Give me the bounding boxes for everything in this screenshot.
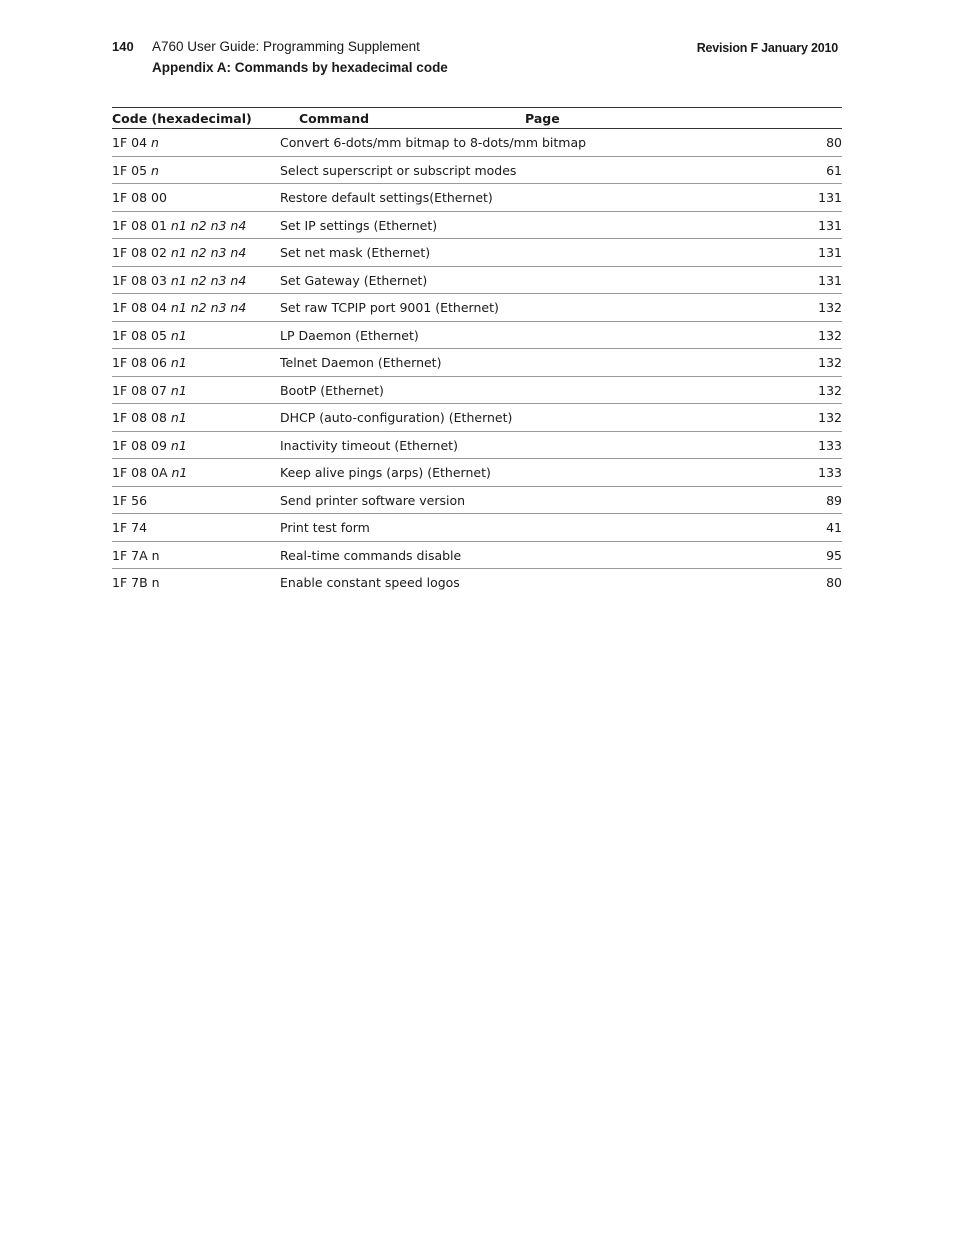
cell-command: Send printer software version bbox=[280, 486, 699, 514]
cell-page: 89 bbox=[699, 486, 842, 514]
code-value: 1F 08 08 bbox=[112, 410, 167, 426]
cell-command: Set net mask (Ethernet) bbox=[280, 239, 699, 267]
code-parameters: n1 bbox=[170, 410, 187, 426]
code-value: 1F 08 06 bbox=[112, 355, 167, 371]
table-body bbox=[112, 129, 842, 596]
code-parameters: n bbox=[151, 162, 159, 178]
cell-page: 132 bbox=[699, 321, 842, 349]
code-value: 1F 08 04 bbox=[112, 300, 167, 316]
table-row bbox=[112, 514, 842, 542]
cell-page: 80 bbox=[826, 575, 842, 591]
cell-page: 132 bbox=[699, 376, 842, 404]
code-value: 1F 74 bbox=[112, 520, 148, 536]
cell-code bbox=[112, 321, 280, 349]
section-title: Appendix A: Commands by hexadecimal code bbox=[152, 60, 448, 75]
code-value: 1F 7B n bbox=[112, 575, 160, 591]
table-header-row bbox=[112, 108, 842, 129]
code-parameters: n1 n2 n3 n4 bbox=[170, 217, 247, 233]
cell-page: 133 bbox=[699, 459, 842, 487]
cell-code bbox=[112, 294, 280, 322]
code-value: 1F 08 01 bbox=[112, 217, 167, 233]
cell-page: 132 bbox=[699, 404, 842, 432]
cell-command: Enable constant speed logos bbox=[280, 575, 460, 591]
cell-page: 131 bbox=[699, 211, 842, 239]
cell-code bbox=[112, 431, 280, 459]
table-row bbox=[112, 294, 842, 322]
cell-page: 131 bbox=[699, 184, 842, 212]
cell-command: Set raw TCPIP port 9001 (Ethernet) bbox=[280, 294, 699, 322]
cell-command: Inactivity timeout (Ethernet) bbox=[280, 431, 699, 459]
cell-page: 61 bbox=[699, 156, 842, 184]
code-value: 1F 05 bbox=[112, 162, 148, 178]
cell-command: Set Gateway (Ethernet) bbox=[280, 266, 699, 294]
code-parameters: n1 bbox=[170, 355, 187, 371]
cell-command: Keep alive pings (arps) (Ethernet) bbox=[280, 459, 699, 487]
code-parameters: n bbox=[151, 135, 159, 151]
cell-code bbox=[112, 569, 280, 596]
cell-code bbox=[112, 156, 280, 184]
cell-code bbox=[112, 459, 280, 487]
cell-page: 132 bbox=[699, 349, 842, 377]
table-row bbox=[112, 541, 842, 569]
cell-code bbox=[112, 376, 280, 404]
table-row bbox=[112, 376, 842, 404]
cell-page: 80 bbox=[699, 129, 842, 157]
cell-command: Print test form bbox=[280, 514, 699, 542]
code-value: 1F 56 bbox=[112, 492, 148, 508]
code-parameters: n1 bbox=[170, 437, 187, 453]
cell-code bbox=[112, 514, 280, 542]
code-parameters: n1 bbox=[170, 327, 187, 343]
cell-code bbox=[112, 486, 280, 514]
cell-code bbox=[112, 349, 280, 377]
table-row bbox=[112, 349, 842, 377]
column-header-page bbox=[525, 108, 842, 129]
code-value: 1F 7A n bbox=[112, 547, 160, 563]
table-row bbox=[112, 156, 842, 184]
cell-page: 95 bbox=[699, 541, 842, 569]
cell-page: 131 bbox=[699, 266, 842, 294]
cell-command: Select superscript or subscript modes bbox=[280, 156, 699, 184]
code-value: 1F 08 07 bbox=[112, 382, 167, 398]
cell-command: DHCP (auto-configuration) (Ethernet) bbox=[280, 404, 699, 432]
table-row bbox=[112, 184, 842, 212]
code-parameters: n1 n2 n3 n4 bbox=[170, 272, 247, 288]
cell-command: Telnet Daemon (Ethernet) bbox=[280, 349, 699, 377]
cell-code bbox=[112, 129, 280, 157]
column-header-code: Code (hexadecimal) bbox=[112, 108, 280, 129]
column-header-page-label: Page bbox=[525, 110, 560, 126]
cell-code bbox=[112, 404, 280, 432]
code-value: 1F 08 05 bbox=[112, 327, 167, 343]
code-parameters: n1 bbox=[170, 382, 187, 398]
cell-page: 131 bbox=[699, 239, 842, 267]
table-row bbox=[112, 486, 842, 514]
cell-command: LP Daemon (Ethernet) bbox=[280, 321, 699, 349]
cell-page: 133 bbox=[699, 431, 842, 459]
column-header-command: Command bbox=[280, 108, 699, 129]
document-title: A760 User Guide: Programming Supplement bbox=[152, 39, 420, 54]
cell-code bbox=[112, 266, 280, 294]
table-header bbox=[112, 108, 842, 129]
cell-code bbox=[112, 541, 280, 569]
cell-page: 132 bbox=[699, 294, 842, 322]
table-row bbox=[112, 239, 842, 267]
cell-command: Restore default settings(Ethernet) bbox=[280, 184, 699, 212]
table-row bbox=[112, 211, 842, 239]
code-parameters: n1 n2 n3 n4 bbox=[170, 245, 247, 261]
table-row bbox=[112, 431, 842, 459]
code-value: 1F 08 00 bbox=[112, 190, 167, 206]
cell-command: Real-time commands disable bbox=[280, 541, 699, 569]
cell-command: Set IP settings (Ethernet) bbox=[280, 211, 699, 239]
table-row bbox=[112, 266, 842, 294]
code-value: 1F 08 0A bbox=[112, 465, 168, 481]
table-row bbox=[112, 129, 842, 157]
table-row bbox=[112, 404, 842, 432]
code-parameters: n1 n2 n3 n4 bbox=[170, 300, 247, 316]
revision-label: Revision F January 2010 bbox=[696, 41, 838, 55]
code-parameters: n1 bbox=[171, 465, 188, 481]
table-row bbox=[112, 459, 842, 487]
cell-code bbox=[112, 211, 280, 239]
code-value: 1F 08 03 bbox=[112, 272, 167, 288]
table-row bbox=[112, 569, 842, 596]
code-value: 1F 08 09 bbox=[112, 437, 167, 453]
page-number: 140 bbox=[112, 39, 134, 54]
cell-code bbox=[112, 239, 280, 267]
code-value: 1F 08 02 bbox=[112, 245, 167, 261]
cell-code bbox=[112, 184, 280, 212]
cell-command: BootP (Ethernet) bbox=[280, 376, 699, 404]
cell-page: 41 bbox=[699, 514, 842, 542]
table-row bbox=[112, 321, 842, 349]
commands-table bbox=[112, 107, 842, 596]
cell-command: Convert 6-dots/mm bitmap to 8-dots/mm bitmap bbox=[280, 129, 699, 157]
code-value: 1F 04 bbox=[112, 135, 148, 151]
